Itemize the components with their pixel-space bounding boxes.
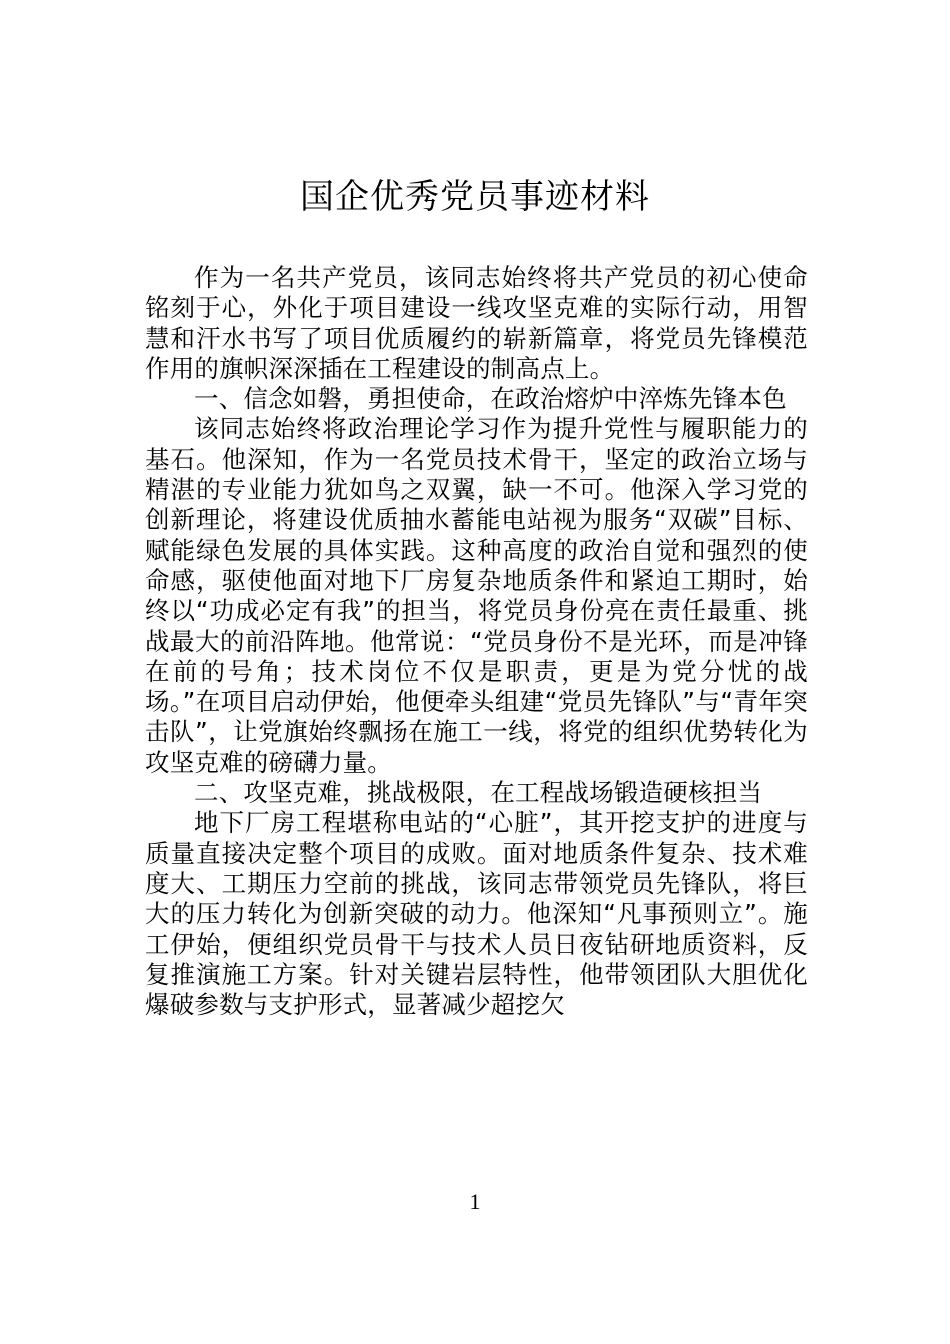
section-heading-2: 二、攻坚克难，挑战极限，在工程战场锻造硬核担当 — [194, 778, 763, 808]
section-heading-1: 一、信念如磐，勇担使命，在政治熔炉中淬炼先锋本色 — [194, 384, 787, 414]
section-2-paragraph: 地下厂房工程堪称电站的“心脏”，其开挖支护的进度与质量直接决定整个项目的成败。面对地质条件复杂、技术难度大、工期压力空前的挑战，该同志带领党员先锋队，将巨大的压力转化为创新突破的动力。他深知“凡事预则立”。施工伊始，便组织党员骨干与技术人员日夜钻研地质资料，反复推演施工方案。针对关键岩层特性，他带领团队大胆优化爆破参数与支护形式，显著减少超挖欠 — [145, 808, 808, 1020]
intro-paragraph: 作为一名共产党员，该同志始终将共产党员的初心使命铭刻于心，外化于项目建设一线攻坚克难的实际行动，用智慧和汗水书写了项目优质履约的崭新篇章，将党员先锋模范作用的旗帜深深插在工程建设的制高点上。 — [145, 263, 808, 383]
document-body — [145, 263, 808, 1020]
page-number: 1 — [469, 1189, 481, 1214]
document-title: 国企优秀党员事迹材料 — [300, 177, 650, 217]
section-1-paragraph: 该同志始终将政治理论学习作为提升党性与履职能力的基石。他深知，作为一名党员技术骨干，坚定的政治立场与精湛的专业能力犹如鸟之双翼，缺一不可。他深入学习党的创新理论，将建设优质抽水蓄能电站视为服务“双碳”目标、赋能绿色发展的具体实践。这种高度的政治自觉和强烈的使命感，驱使他面对地下厂房复杂地质条件和紧迫工期时，始终以“功成必定有我”的担当，将党员身份亮在责任最重、挑战最大的前沿阵地。他常说：“党员身份不是光环，而是冲锋在前的号角；技术岗位不仅是职责，更是为党分忧的战场。”在项目启动伊始，他便牵头组建“党员先锋队”与“青年突击队”，让党旗始终飘扬在施工一线，将党的组织优势转化为攻坚克难的磅礴力量。 — [145, 414, 808, 777]
